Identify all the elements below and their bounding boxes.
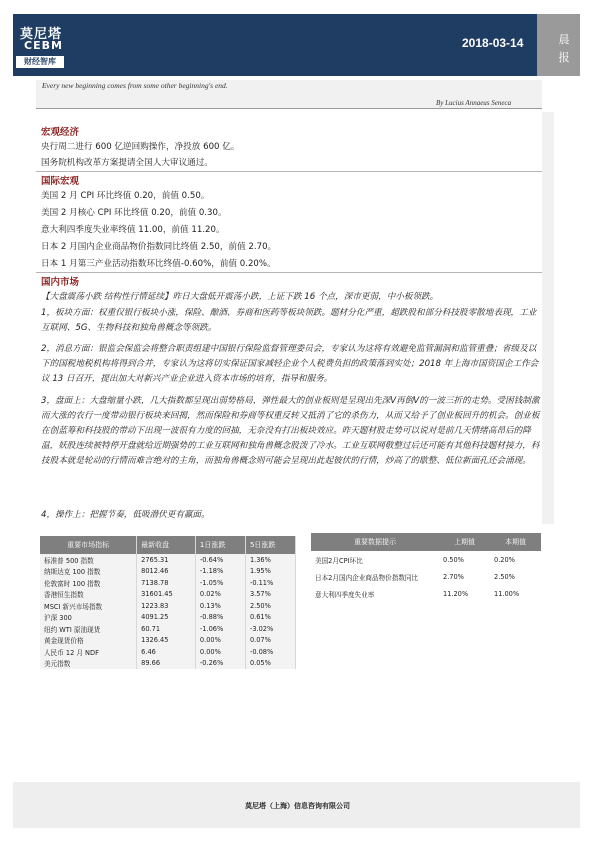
table-cell: 8012.46 [137, 566, 196, 578]
table-row [40, 635, 296, 647]
table-cell: 0.07% [245, 635, 295, 647]
table-cell: 美元指数 [40, 658, 137, 670]
table-cell: 沪深 300 [40, 612, 137, 624]
table-cell: -1.05% [195, 577, 245, 589]
table-cell: 1326.45 [137, 635, 196, 647]
table-cell: 60.71 [137, 623, 196, 635]
table-cell: 2.70% [443, 572, 464, 581]
domestic-paragraph: 1，板块方面：权重仅银行板块小涨，保险、酿酒、券商和医药等板块领跌。题材分化严重，超跌股和部分科技股零散地表现，工业互联网、5G、生物科技和独角兽概念等领跌。 [41, 308, 537, 333]
table-row [40, 658, 296, 670]
table-cell: 0.20% [494, 555, 515, 564]
table-cell: 0.05% [245, 658, 295, 670]
domestic-paragraph: 3，盘面上：大盘缩量小跌，几大指数都呈现出弱势格局，弹性最大的创业板则是呈现出先深V再倒V的一波三折的走势。受困钱制激而大涨的农行一度带动银行板块来回揭，然而保险和券商等权重反转又抵消了它的杀伤力，从而又给予了创业板回升的机会。创业板在创蓝筹和科技股的带动下出现一波很有力度的回抽，无奈没有打出板块效应。昨天题材股走势可以说对是前几天情绪高昂后的降温，妖股连续被特停开盘就给近期强势的工业互联网和独角兽概念股泼了冷水。工业互联网敬整过后还可能有其他科技题材接力，科技股本就是轮动的行情而难言绝对的主角，而独角兽概念则可能会呈现出此起彼伏的行情，炒高了的歇整、低位新面孔还会涌现。 [41, 396, 540, 466]
table-cell: -0.11% [245, 577, 295, 589]
table-cell: 人民币 12 月 NDF [40, 646, 137, 658]
table-cell: 2765.31 [137, 554, 196, 566]
table-row [40, 566, 296, 578]
table-cell: 4091.25 [137, 612, 196, 624]
table-cell: 1.36% [245, 554, 295, 566]
table-cell: 美国2月CPI环比 [315, 556, 363, 565]
table-cell: 0.50% [443, 555, 464, 564]
table-cell: 31601.45 [137, 589, 196, 601]
table-row [40, 589, 296, 601]
table-header: 上期值 [439, 533, 490, 551]
table-cell: 0.02% [195, 589, 245, 601]
quote-text: Every new beginning comes from some other beginning's end. [42, 81, 228, 90]
logo-en-text: CEBM [24, 39, 63, 52]
logo-tagline: 财经智库 [16, 56, 64, 68]
table-cell: -3.02% [245, 623, 295, 635]
domestic-paragraph: 4，操作上：把握节奏，低吸潜伏更有赢面。 [41, 510, 210, 520]
table-cell: 0.00% [195, 635, 245, 647]
table-row [40, 577, 296, 589]
table-cell: MSCI 新兴市场指数 [40, 600, 137, 612]
section-title-domestic: 国内市场 [41, 277, 80, 288]
table-cell: -0.26% [195, 658, 245, 670]
table-cell: 日本2月国内企业商品物价指数同比 [315, 573, 419, 582]
table-cell: 11.20% [443, 589, 469, 598]
table-cell: 0.00% [195, 646, 245, 658]
section-divider [36, 171, 542, 172]
table-header: 重要数据提示 [311, 533, 439, 551]
table-cell: 0.13% [195, 600, 245, 612]
table-cell: 6.46 [137, 646, 196, 658]
report-type-char: 晨 [558, 33, 570, 46]
intl-line: 美国 2 月 CPI 环比终值 0.20，前值 0.50。 [41, 191, 210, 201]
section-divider [36, 272, 542, 273]
report-date: 2018-03-14 [462, 36, 524, 50]
table-cell: 纳斯达克 100 指数 [40, 566, 137, 578]
table-cell: -0.08% [245, 646, 295, 658]
table-row [40, 612, 296, 624]
table-header: 1日涨跌 [195, 536, 245, 554]
table-cell: 2.50% [494, 572, 515, 581]
logo-cn-text: 莫尼塔 [20, 27, 63, 42]
table-row [40, 554, 296, 566]
table-cell: 0.61% [245, 612, 295, 624]
table-cell: 1223.83 [137, 600, 196, 612]
section-title-macro: 宏观经济 [41, 127, 80, 138]
table-cell: 香港恒生指数 [40, 589, 137, 601]
report-type-char: 报 [558, 51, 570, 64]
key-data-table [311, 533, 541, 602]
table-header-row [40, 536, 296, 554]
table-cell: -0.88% [195, 612, 245, 624]
table-row [40, 646, 296, 658]
report-type-badge [537, 14, 580, 76]
side-shade [542, 112, 554, 524]
table-cell: 黄金现货价格 [40, 635, 137, 647]
table-row [311, 568, 541, 585]
intl-line: 美国 2 月核心 CPI 环比终值 0.20，前值 0.30。 [41, 208, 227, 218]
table-row [311, 551, 541, 568]
table-header: 最新收盘 [137, 536, 196, 554]
table-cell: -1.18% [195, 566, 245, 578]
table-cell: 1.95% [245, 566, 295, 578]
table-cell: 89.66 [137, 658, 196, 670]
table-header: 5日涨跌 [245, 536, 295, 554]
market-indicators-table [40, 536, 296, 669]
footer-company: 莫尼塔（上海）信息咨询有限公司 [245, 802, 350, 810]
macro-line: 国务院机构改革方案提请全国人大审议通过。 [41, 158, 213, 168]
domestic-paragraph: 【大盘震荡小跌 结构性行情延续】昨日大盘低开震荡小跌，上证下跌 16 个点，深市更弱，中小板领跌。 [41, 292, 439, 302]
table-cell: 意大利四季度失业率 [315, 590, 375, 599]
intl-line: 意大利四季度失业率终值 11.00，前值 11.20。 [41, 225, 225, 235]
table-row [40, 623, 296, 635]
table-header: 重要市场指标 [40, 536, 137, 554]
table-row [311, 585, 541, 602]
table-cell: 2.50% [245, 600, 295, 612]
table-cell: 标准普 500 指数 [40, 554, 137, 566]
table-header: 本期值 [490, 533, 541, 551]
table-cell: 7138.78 [137, 577, 196, 589]
quote-author: By Lucius Annaeus Seneca [436, 99, 512, 107]
macro-line: 央行周二进行 600 亿逆回购操作，净投放 600 亿。 [41, 142, 240, 152]
table-cell: 伦敦富时 100 指数 [40, 577, 137, 589]
table-cell: -1.06% [195, 623, 245, 635]
table-cell: 11.00% [494, 589, 520, 598]
table-cell: 纽约 WTI 原油现货 [40, 623, 137, 635]
intl-line: 日本 1 月第三产业活动指数环比终值-0.60%，前值 0.20%。 [41, 259, 276, 269]
section-title-intl: 国际宏观 [41, 176, 80, 187]
table-header-row [311, 533, 541, 551]
table-row [40, 600, 296, 612]
table-cell: -0.64% [195, 554, 245, 566]
domestic-paragraph: 2，消息方面：银监会保监会将整合职责组建中国银行保险监督管理委员会，专家认为这将有效避免监管漏洞和监管重叠；省级及以下的国税地税机构将得到合并，专家认为这将切实保证国家减轻企业个人税费负担的政策落到实处；2018 年上海市国资国企工作会议 13 日召开，提出加大对新兴产业企业进入资本市场的培育，指导和服务。 [41, 344, 539, 384]
intl-line: 日本 2 月国内企业商品物价指数同比终值 2.50，前值 2.70。 [41, 242, 277, 252]
table-cell: 3.57% [245, 589, 295, 601]
company-logo [14, 20, 69, 70]
